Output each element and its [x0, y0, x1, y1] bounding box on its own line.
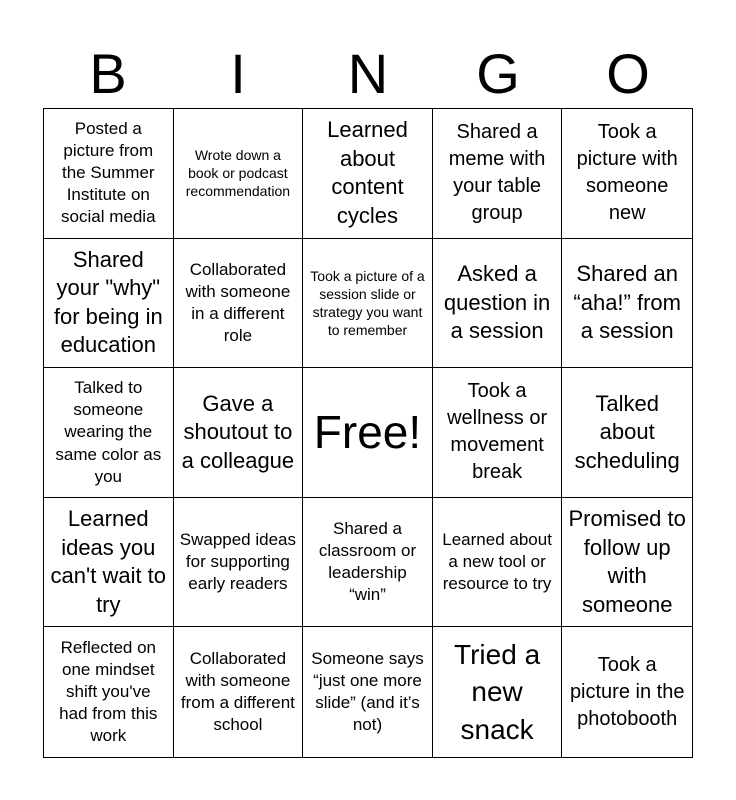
bingo-cell[interactable] [303, 239, 433, 369]
bingo-cell[interactable] [44, 109, 174, 239]
header-letter-o: O [606, 42, 650, 105]
bingo-cell[interactable] [433, 627, 563, 757]
bingo-cell[interactable] [433, 498, 563, 628]
cell-text: Swapped ideas for supporting early readers [179, 529, 297, 594]
cell-text: Promised to follow up with someone [568, 505, 686, 617]
cell-text: Collaborated with someone from a different school [180, 649, 295, 735]
cell-text: Learned about content cycles [327, 117, 408, 228]
bingo-cell[interactable] [562, 627, 692, 757]
free-space-cell[interactable] [303, 368, 433, 498]
cell-text: Collaborated with someone in a different role [185, 259, 291, 345]
cell-text: Learned about a new tool or resource to try [442, 529, 552, 594]
bingo-card [43, 108, 693, 758]
cell-text: Talked about scheduling [574, 390, 680, 473]
bingo-cell[interactable] [433, 239, 563, 369]
bingo-cell[interactable] [44, 498, 174, 628]
cell-text: Asked a question in a session [443, 261, 551, 344]
header-letter-g: G [476, 42, 520, 105]
cell-text: Shared a classroom or leadership “win” [318, 518, 417, 605]
bingo-cell[interactable] [174, 627, 304, 757]
cell-text: Took a wellness or movement break [447, 380, 548, 484]
cell-text: Shared an “aha!” from a session [573, 261, 681, 344]
bingo-header [43, 40, 693, 108]
header-letter-i: I [230, 42, 246, 105]
header-letter-b: B [89, 42, 127, 105]
cell-text: Gave a shoutout to a colleague [181, 390, 295, 473]
bingo-cell[interactable] [433, 368, 563, 498]
bingo-cell[interactable] [562, 498, 692, 628]
cell-text: Wrote down a book or podcast recommendation [185, 147, 291, 200]
bingo-cell[interactable] [562, 368, 692, 498]
bingo-cell[interactable] [303, 498, 433, 628]
bingo-cell[interactable] [44, 368, 174, 498]
cell-text: Someone says “just one more slide” (and it’s not) [311, 649, 424, 735]
bingo-cell[interactable] [303, 109, 433, 239]
bingo-cell[interactable] [44, 239, 174, 369]
cell-text: Took a picture in the photobooth [569, 653, 685, 730]
cell-text: Learned ideas you can't wait to try [50, 505, 167, 617]
bingo-cell[interactable] [303, 627, 433, 757]
cell-text: Reflected on one mindset shift you've had from this work [59, 637, 158, 746]
bingo-cell[interactable] [433, 109, 563, 239]
cell-text: Posted a picture from the Summer Institute on social media [61, 119, 156, 227]
bingo-cell[interactable] [174, 368, 304, 498]
bingo-cell[interactable] [174, 498, 304, 628]
cell-text: Talked to someone wearing the same color as you [55, 378, 162, 486]
cell-text: Shared a meme with your table group [448, 121, 546, 225]
cell-text: Tried a new snack [454, 638, 541, 746]
bingo-cell[interactable] [562, 109, 692, 239]
cell-text: Shared your "why" for being in education [53, 246, 163, 358]
header-letter-n: N [347, 42, 389, 105]
bingo-cell[interactable] [174, 109, 304, 239]
bingo-cell[interactable] [562, 239, 692, 369]
bingo-cell[interactable] [44, 627, 174, 757]
cell-text: Took a picture with someone new [576, 121, 678, 225]
bingo-cell[interactable] [174, 239, 304, 369]
cell-text: Took a picture of a session slide or strategy you want to remember [310, 267, 425, 339]
free-space-text: Free! [313, 406, 422, 459]
